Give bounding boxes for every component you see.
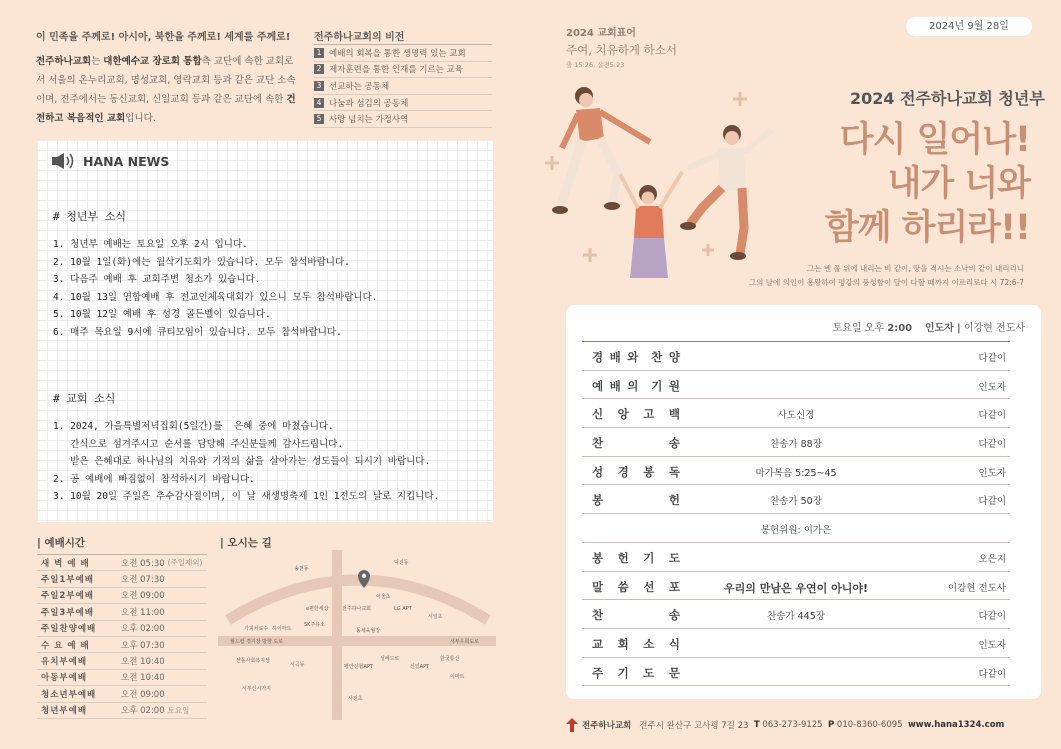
order-item-leader: 다같이	[978, 611, 1006, 623]
order-row	[582, 399, 1010, 428]
news-title: HANA NEWS	[83, 153, 170, 169]
order-item-name: 주 기 도 문	[592, 665, 680, 680]
order-item-detail: 마가복음 5:25~45	[755, 467, 837, 479]
svg-text:서일초: 서일초	[428, 614, 443, 620]
news-item: 3. 다음주 예배 후 교회주변 청소가 있습니다.	[53, 274, 261, 285]
vision-item: 3 선교하는 공동체	[314, 78, 492, 95]
worship-time-row: 청소년부예배 오전 09:00	[37, 686, 207, 702]
youth-news	[53, 208, 377, 341]
order-item-leader: 다같이	[978, 496, 1006, 508]
speaker-icon	[51, 152, 77, 170]
church-news-title: # 교회 소식	[53, 392, 116, 405]
date-badge: 2024년 9월 28일	[906, 17, 1032, 36]
news-item: 받은 은혜대로 하나님의 치유와 기적의 삶을 살아가는 성도들이 되시기 바랍니다.	[53, 456, 431, 467]
intro-title: 이 민족을 주께로! 아시아, 북한을 주께로! 세계를 주께로!	[36, 32, 291, 43]
order-item-leader: 다같이	[978, 439, 1006, 451]
vision-item: 1 예배의 회복을 통한 생명력 있는 교회	[314, 45, 492, 62]
svg-text:LG APT: LG APT	[394, 606, 412, 612]
worship-time-row: 주일3부예배 오전 11:00	[37, 604, 207, 620]
order-item-name: 교 회 소 식	[592, 636, 680, 651]
order-row	[582, 457, 1010, 486]
order-item-name: 성 경 봉 독	[592, 464, 680, 479]
order-item-name: 경 배 와 찬 양	[592, 350, 680, 364]
motto: 주여, 치유하게 하소서	[566, 43, 677, 57]
order-row	[582, 543, 1010, 572]
svg-text:서곡동: 서곡동	[290, 662, 305, 668]
news-header	[51, 152, 169, 170]
church-news	[53, 390, 439, 506]
order-row	[582, 600, 1010, 629]
vision-list	[314, 44, 492, 128]
svg-text:신일APT: 신일APT	[410, 664, 430, 670]
order-item-detail: 우리의 만남은 우연이 아니야!	[723, 581, 869, 595]
vision-item: 2 제자훈련을 통한 인재를 기르는 교육	[314, 62, 492, 79]
order-item-name: 찬 송	[592, 436, 680, 451]
footer: 전주하나교회 전주시 완산구 고사평 7길 23 T 063-273-9125 P 010-8360-6095 www.hana1324.com	[566, 718, 1004, 732]
news-item: 2. 공 예배에 빠짐없이 참석하시기 바랍니다.	[53, 473, 255, 485]
order-item-name: 찬 송	[592, 608, 680, 623]
svg-text:가피치료수: 가피치료수	[244, 626, 269, 632]
order-table	[582, 341, 1010, 686]
svg-text:평안신협APT: 평안신협APT	[344, 664, 373, 670]
scripture-verse: 그는 벤 풀 위에 내리는 비 같이, 땅을 적시는 소낙비 같이 내리리니 그의 날에 의인이 흥왕하여 평강의 풍성함이 달이 다할 때까지 이르리로다 시 72:6-7	[748, 264, 1024, 287]
order-item-leader: 인도자	[978, 381, 1006, 393]
order-item-name: 말 씀 선 포	[592, 579, 680, 594]
worship-time-row: 아동부예배 오전 10:40	[37, 670, 207, 686]
order-item-leader: 이강현 전도사	[947, 582, 1006, 594]
order-row	[582, 658, 1010, 687]
news-item: 3. 10월 20일 주일은 추수감사절이며, 이 날 새생명축제 1인 1전도의 날로 지킵니다.	[53, 491, 440, 502]
svg-text:동체육월장: 동체육월장	[356, 628, 381, 634]
order-item-detail: 찬송가 88장	[770, 439, 822, 451]
vision-item: 5 사랑 넘치는 가정사역	[314, 111, 492, 128]
worship-time-row: 주일찬양예배 오후 02:00	[37, 621, 207, 637]
order-item-leader: 다같이	[978, 668, 1006, 680]
motto-title: 2024 교회표어	[566, 28, 636, 39]
news-item: 2. 10월 1일(화)에는 월삭기도회가 있습니다. 모두 참석바랍니다.	[53, 256, 350, 268]
order-row	[582, 371, 1010, 400]
order-item-leader: 인도자	[978, 467, 1006, 479]
svg-text:전주하나교회: 전주하나교회	[342, 606, 371, 612]
order-item-name: 봉 헌	[592, 493, 680, 508]
order-row	[582, 572, 1010, 601]
worship-time-row: 주일2부예배 오전 09:00	[37, 588, 207, 604]
svg-text:이마트: 이마트	[450, 674, 465, 680]
worship-time-row: 유치부예배 오전 10:40	[37, 653, 207, 669]
order-item-name: 봉 헌 기 도	[592, 550, 680, 565]
svg-text:SK주유소: SK주유소	[304, 622, 325, 628]
jumping-people-illustration	[540, 78, 790, 278]
news-item: 간식으로 섬겨주시고 순서를 담당해 주신분들께 감사드립니다.	[53, 438, 344, 450]
vision-title: 전주하나교회의 비전	[314, 32, 405, 43]
order-item-name: 예 배 의 기 원	[592, 378, 680, 393]
directions-map	[218, 550, 496, 720]
worship-times-table	[37, 554, 207, 719]
intro-body: 전주하나교회는 대한예수교 장로회 통합측 교단에 속한 교회로서 서울의 온누리교회, 명성교회, 영락교회 등과 같은 교단 소속이며, 전주에서는 동신교회, 신일교회 등과 같은 교단에 속한 건전하고 복음적인 교회입니다.	[36, 56, 296, 124]
order-item-name: 신 앙 고 백	[592, 407, 680, 422]
order-item-detail: 봉헌위원: 이가은	[760, 525, 832, 537]
news-item: 5. 10월 12일 예배 후 성경 골든벨이 있습니다.	[53, 309, 271, 320]
news-item: 6. 매주 목요일 9시에 큐티모임이 있습니다. 모두 참석바랍니다.	[53, 326, 342, 338]
svg-text:월드컵 경기장 방향 도로: 월드컵 경기장 방향 도로	[230, 639, 284, 645]
svg-text:서부신시가지: 서부신시가지	[242, 686, 271, 692]
svg-text:한국통신: 한국통신	[440, 656, 460, 662]
news-item: 1. 2024, 가을특별저녁집회(5일간)를 은혜 중에 마쳤습니다.	[53, 421, 334, 432]
map-title: | 오시는 길	[220, 537, 272, 549]
svg-text:선돌사회복지상: 선돌사회복지상	[236, 658, 270, 664]
svg-text:하이마트: 하이마트	[272, 626, 292, 632]
news-item: 4. 10월 13일 연합예배 후 전교인체육대회가 있으니 모두 참석바랍니다.	[53, 291, 378, 303]
order-row	[582, 342, 1010, 371]
worship-times-title: | 예배시간	[37, 537, 86, 549]
svg-text:서전초: 서전초	[348, 696, 363, 702]
vision-item: 4 나눔과 섬김의 공동체	[314, 95, 492, 112]
svg-text:성베드로: 성베드로	[380, 656, 400, 662]
order-row	[582, 428, 1010, 457]
order-row	[582, 629, 1010, 658]
order-item-leader: 다같이	[978, 353, 1006, 364]
order-of-worship	[566, 305, 1041, 699]
order-item-leader: 오은지	[978, 553, 1006, 565]
news-panel	[37, 140, 493, 522]
svg-text:서부우회도로: 서부우회도로	[450, 639, 479, 645]
worship-time-row: 수 요 예 배 오후 07:30	[37, 637, 207, 653]
church-year-title: 2024 전주하나교회 청년부	[850, 89, 1045, 108]
svg-text:덕진동: 덕진동	[394, 560, 409, 566]
motto-reference: 출 15:26, 살전5:23	[566, 61, 625, 69]
svg-text:e편한세상: e편한세상	[306, 606, 329, 612]
youth-news-title: # 청년부 소식	[53, 210, 126, 223]
order-item-detail: 사도신경	[777, 410, 815, 422]
worship-time-row: 청년부예배 오후 02:00 토요일	[37, 703, 207, 719]
order-item-detail: 찬송가 445장	[767, 611, 825, 623]
svg-text:송천동: 송천동	[294, 566, 309, 572]
order-item-leader: 다같이	[978, 410, 1006, 422]
worship-time-row: 새 벽 예 배 오전 05:30 (주일제외)	[37, 555, 207, 571]
order-row	[582, 514, 1010, 543]
headline: 다시 일어나! 내가 너와 함께 하리라!!	[824, 120, 1030, 248]
news-item: 1. 청년부 예배는 토요일 오후 2시 입니다.	[53, 239, 248, 250]
order-row	[582, 485, 1010, 514]
worship-time-row: 주일1부예배 오전 07:30	[37, 571, 207, 587]
order-item-leader: 인도자	[978, 639, 1006, 651]
church-logo-icon	[566, 718, 578, 732]
svg-text:어울초: 어울초	[376, 594, 391, 600]
order-header: 토요일 오후 2:00 인도자 | 이강현 전도사	[832, 323, 1025, 334]
order-item-detail: 찬송가 50장	[770, 496, 822, 508]
